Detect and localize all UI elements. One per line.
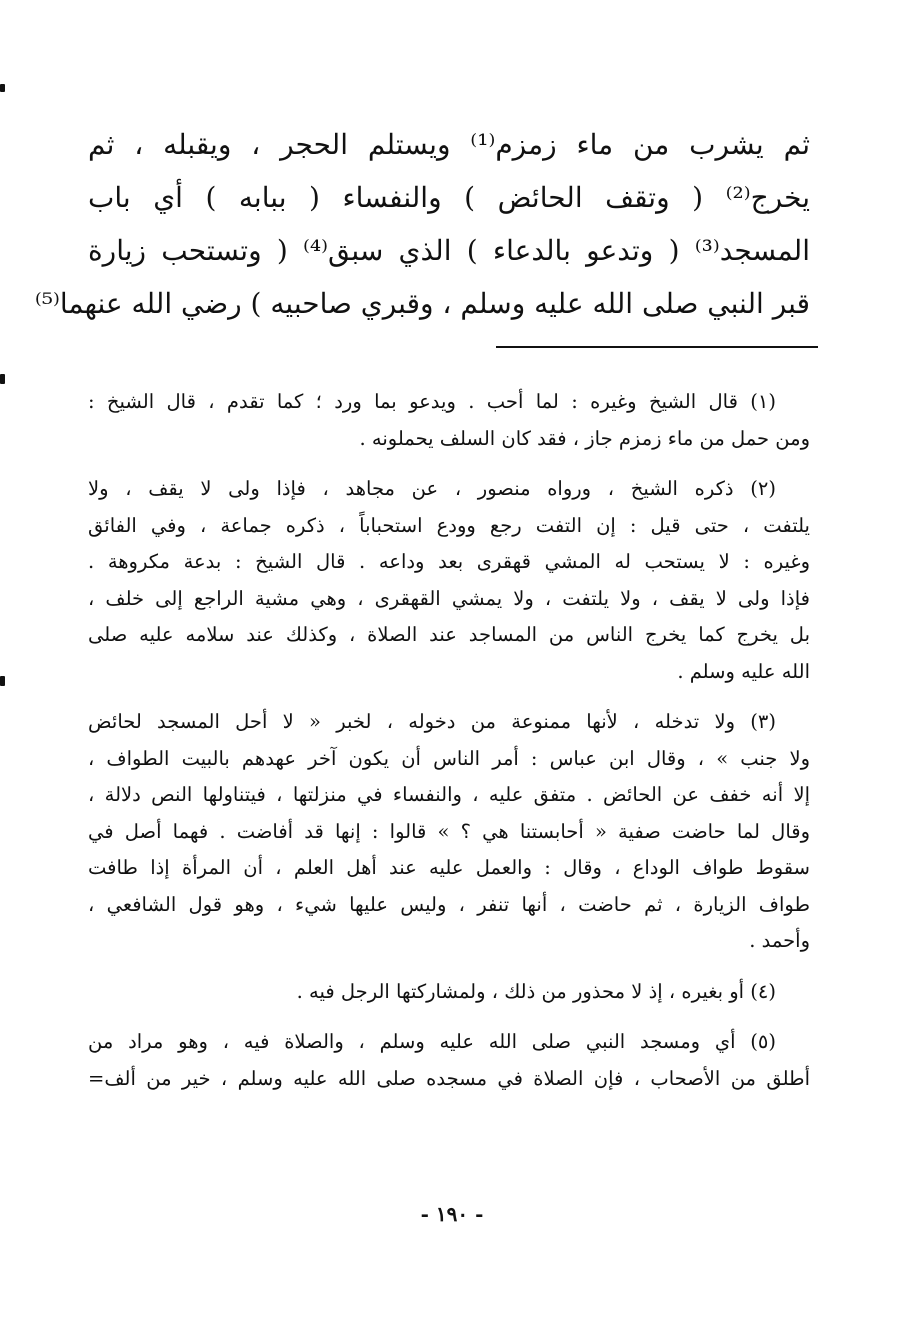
- footnote-5: [88, 1024, 810, 1097]
- footnote-line: وغيره : لا يستحب له المشي قهقرى بعد وداعه . قال الشيخ : بدعة مكروهة .: [88, 550, 810, 573]
- main-text-line: المسجد⁽³⁾ ( وتدعو بالدعاء ) الذي سبق⁽⁴⁾ ( وتستحب زيارة: [88, 234, 810, 267]
- margin-mark-lower: [0, 676, 5, 686]
- footnote-2: [88, 471, 810, 690]
- footnote-line: يلتفت ، حتى قيل : إن التفت رجع وودع استحباباً ، ذكره جماعة ، وفي الفائق: [88, 513, 810, 537]
- margin-mark-middle: [0, 374, 5, 384]
- main-text-line: ثم يشرب من ماء زمزم⁽¹⁾ ويستلم الحجر ، ويقبله ، ثم: [88, 128, 810, 161]
- margin-mark-top: [0, 84, 5, 92]
- main-text-line: يخرج⁽²⁾ ( وتقف الحائض ) والنفساء ( ببابه ) أي باب: [88, 181, 810, 214]
- footnote-line: (٢) ذكره الشيخ ، ورواه منصور ، عن مجاهد ، فإذا ولى لا يقف ، ولا: [88, 477, 776, 500]
- footnote-4: [88, 974, 810, 1011]
- main-text-line: قبر النبي صلى الله عليه وسلم ، وقبري صاحبيه ) رضي الله عنهما⁽⁵⁾: [34, 287, 810, 320]
- footnote-line: بل يخرج كما يخرج الناس من المساجد عند الصلاة ، وكذلك عند سلامه عليه صلى: [88, 623, 810, 646]
- footnote-line: وأحمد .: [749, 929, 810, 952]
- footnotes: [88, 384, 810, 1111]
- footnote-line: ولا جنب » ، وقال ابن عباس : أمر الناس أن يكون آخر عهدهم بالبيت الطواف ،: [88, 746, 810, 770]
- main-text: [34, 118, 810, 330]
- footnote-line: فإذا ولى لا يقف ، ولا يلتفت ، ولا يمشي القهقرى ، وهي مشية الراجع إلى خلف ،: [88, 586, 810, 610]
- footnote-line: سقوط طواف الوداع ، وقال : والعمل عليه عند أهل العلم ، أن المرأة إذا طافت: [88, 856, 810, 879]
- footnote-line: إلا أنه خفف عن الحائض . متفق عليه ، والنفساء في منزلتها ، فيتناولها النص دلالة ،: [88, 783, 810, 806]
- footnote-line: ومن حمل من ماء زمزم جاز ، فقد كان السلف يحملونه .: [359, 426, 810, 450]
- footnote-3: [88, 704, 810, 960]
- footnote-1: [88, 384, 810, 457]
- footnote-line: (١) قال الشيخ وغيره : لما أحب . ويدعو بما ورد ؛ كما تقدم ، قال الشيخ :: [88, 390, 776, 413]
- footnote-line: طواف الزيارة ، ثم حاضت ، أنها تنفر ، وليس عليها شيء ، وهو قول الشافعي ،: [88, 892, 810, 916]
- footnote-line: (٣) ولا تدخله ، لأنها ممنوعة من دخوله ، لخبر « لا أحل المسجد لحائض: [88, 710, 776, 733]
- footnote-line: (٥) أي ومسجد النبي صلى الله عليه وسلم ، والصلاة فيه ، وهو مراد من: [88, 1030, 776, 1053]
- footnote-line: أطلق من الأصحاب ، فإن الصلاة في مسجده صلى الله عليه وسلم ، خير من ألف=: [88, 1066, 810, 1090]
- footnote-line: وقال لما حاضت صفية « أحابستنا هي ؟ » قالوا : إنها قد أفاضت . فهما أصل في: [88, 819, 810, 843]
- footnote-line: الله عليه وسلم .: [677, 659, 810, 683]
- page-number: - ١٩٠ -: [420, 1202, 484, 1226]
- footnote-separator: [496, 346, 818, 348]
- footnote-line: (٤) أو بغيره ، إذ لا محذور من ذلك ، ولمشاركتها الرجل فيه .: [296, 979, 776, 1003]
